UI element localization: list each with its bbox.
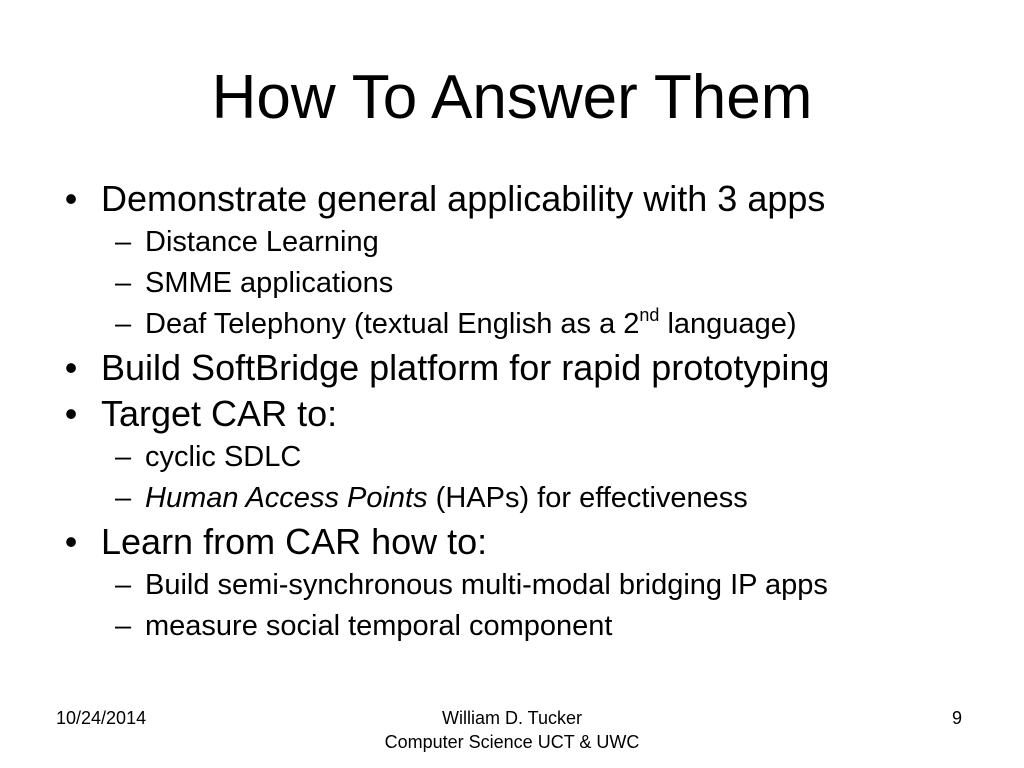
sub-item bbox=[101, 304, 996, 345]
dash-icon: – bbox=[115, 610, 132, 642]
bullet-item bbox=[56, 391, 996, 519]
sub-item-italic-term: Human Access Points bbox=[145, 482, 428, 514]
footer-credits bbox=[0, 706, 1024, 754]
dash-icon: – bbox=[115, 267, 132, 299]
sub-item-text: SMME applications bbox=[145, 267, 394, 299]
sub-item bbox=[101, 263, 996, 304]
sub-list bbox=[101, 565, 996, 647]
bullet-icon: • bbox=[64, 178, 78, 219]
bullet-item bbox=[56, 345, 996, 391]
bullet-text: Build SoftBridge platform for rapid prototyping bbox=[101, 347, 830, 388]
ordinal-superscript: nd bbox=[639, 305, 660, 325]
bullet-icon: • bbox=[64, 521, 78, 562]
sub-item bbox=[101, 606, 996, 647]
bullet-icon: • bbox=[64, 347, 78, 388]
page-number: 9 bbox=[951, 708, 962, 728]
sub-item bbox=[101, 222, 996, 263]
dash-icon: – bbox=[115, 441, 132, 473]
footer-affiliation: Computer Science UCT & UWC bbox=[384, 732, 640, 752]
slide-title: How To Answer Them bbox=[211, 63, 813, 132]
sub-item bbox=[101, 437, 996, 478]
sub-item-text: cyclic SDLC bbox=[145, 441, 302, 473]
sub-item bbox=[101, 478, 996, 519]
bullet-icon: • bbox=[64, 393, 78, 434]
dash-icon: – bbox=[115, 308, 132, 340]
sub-item-text-start: Deaf Telephony (textual English as a 2 bbox=[145, 308, 640, 340]
bullet-item bbox=[56, 519, 996, 647]
sub-item-text: Distance Learning bbox=[145, 226, 379, 258]
sub-item-text: measure social temporal component bbox=[145, 610, 613, 642]
footer-author: William D. Tucker bbox=[441, 708, 582, 728]
sub-item-text: Build semi-synchronous multi-modal bridging IP apps bbox=[145, 569, 828, 601]
dash-icon: – bbox=[115, 226, 132, 258]
bullet-text: Demonstrate general applicability with 3 apps bbox=[101, 178, 826, 219]
footer-date: 10/24/2014 bbox=[56, 708, 147, 728]
dash-icon: – bbox=[115, 569, 132, 601]
sub-list bbox=[101, 222, 996, 345]
dash-icon: – bbox=[115, 482, 132, 514]
bullet-list bbox=[56, 176, 996, 647]
bullet-text: Target CAR to: bbox=[101, 393, 338, 434]
sub-item bbox=[101, 565, 996, 606]
sub-list bbox=[101, 437, 996, 519]
bullet-text: Learn from CAR how to: bbox=[101, 521, 488, 562]
sub-item-text-end: language) bbox=[659, 308, 797, 340]
sub-item-text-end: (HAPs) for effectiveness bbox=[427, 482, 748, 514]
bullet-item bbox=[56, 176, 996, 345]
